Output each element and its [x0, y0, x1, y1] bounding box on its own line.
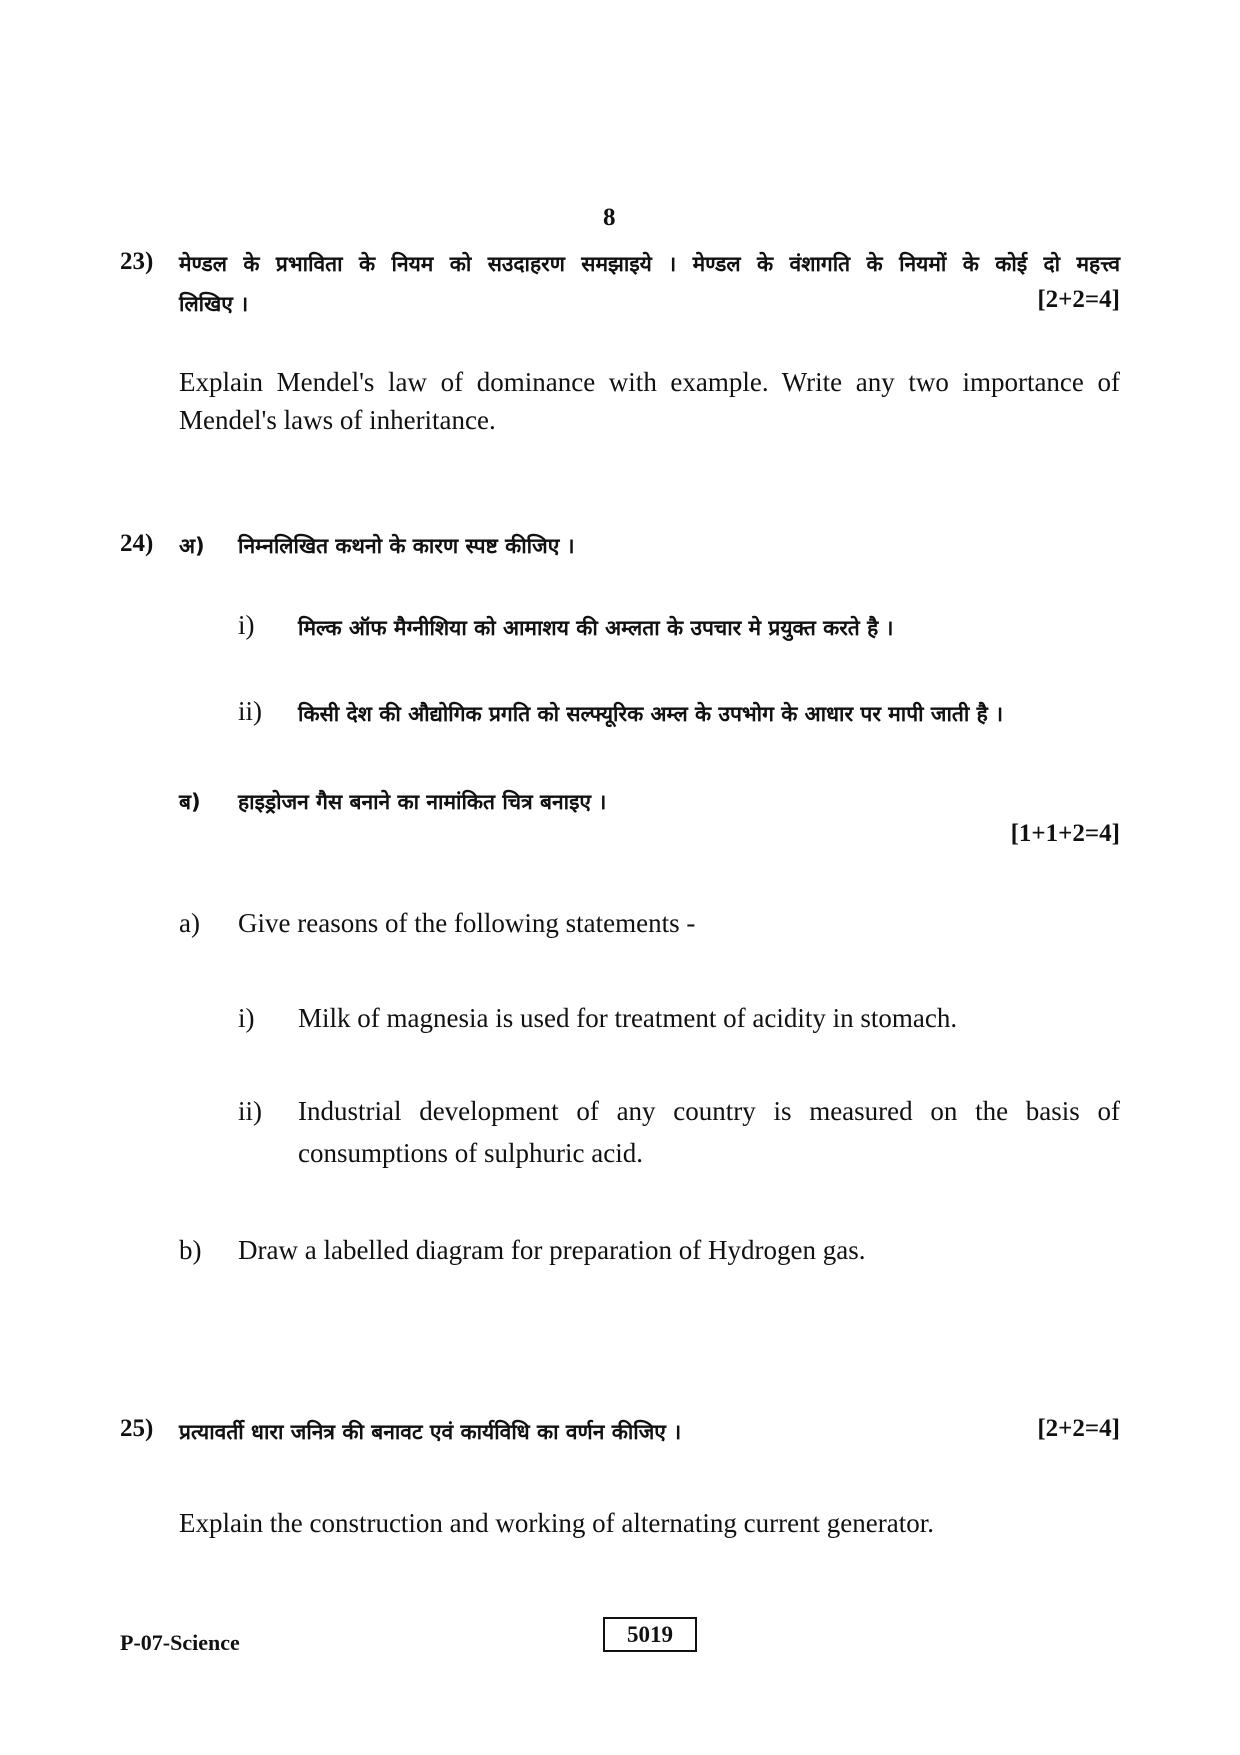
paper-number-box: 5019 — [603, 1617, 697, 1652]
question-23-english-line1: Explain Mendel's law of dominance with example. Write any two importance of — [179, 367, 1120, 397]
question-24-part-a-text-hindi: निम्नलिखित कथनो के कारण स्पष्ट कीजिए । — [238, 534, 575, 558]
question-24-part-b-label-english: b) — [179, 1235, 202, 1265]
question-25-number: 25) — [120, 1415, 154, 1442]
question-24-sub-i-english: Milk of magnesia is used for treatment of acidity in stomach. — [298, 1003, 958, 1033]
question-24-part-b-label-hindi: ब) — [179, 790, 201, 814]
question-24-part-b-text-hindi: हाइड्रोजन गैस बनाने का नामांकित चित्र बनाइए । — [238, 790, 607, 814]
question-23-hindi-line2: लिखिए । — [179, 292, 249, 316]
question-24-sub-ii-english-line2: consumptions of sulphuric acid. — [298, 1138, 643, 1168]
question-24-part-a-label-english: a) — [179, 908, 200, 938]
question-24-sub-ii-label-english: ii) — [238, 1096, 262, 1126]
question-24-sub-i-label-hindi: i) — [238, 610, 255, 640]
question-24-number: 24) — [120, 530, 154, 557]
question-24-sub-ii-label-hindi: ii) — [238, 696, 262, 726]
question-24-sub-ii-english-line1: Industrial development of any country is measured on the basis of — [298, 1096, 1120, 1126]
question-25-english: Explain the construction and working of alternating current generator. — [179, 1508, 934, 1538]
paper-code: P-07-Science — [120, 1630, 240, 1655]
question-25-hindi: प्रत्यावर्ती धारा जनित्र की बनावट एवं कार्यविधि का वर्णन कीजिए । — [179, 1420, 682, 1444]
question-24-part-b-text-english: Draw a labelled diagram for preparation of Hydrogen gas. — [238, 1235, 866, 1265]
question-24-part-a-text-english: Give reasons of the following statements - — [238, 908, 696, 938]
page-number: 8 — [603, 204, 616, 231]
question-24-marks: [1+1+2=4] — [1010, 820, 1120, 847]
question-23-marks: [2+2=4] — [1037, 286, 1120, 313]
question-24-sub-i-hindi: मिल्क ऑफ मैग्नीशिया को आमाशय की अम्लता के उपचार मे प्रयुक्त करते है । — [298, 616, 894, 640]
question-24-sub-i-label-english: i) — [238, 1003, 255, 1033]
question-23-hindi-line1: मेण्डल के प्रभाविता के नियम को सउदाहरण समझाइये । मेण्डल के वंशागति के नियमों के कोई दो महत्त्व — [179, 252, 1120, 276]
question-24-part-a-label-hindi: अ) — [179, 534, 205, 558]
question-24-sub-ii-hindi: किसी देश की औद्योगिक प्रगति को सल्फ्यूरिक अम्ल के उपभोग के आधार पर मापी जाती है । — [298, 702, 1004, 726]
question-25-marks: [2+2=4] — [1037, 1415, 1120, 1442]
question-23-number: 23) — [120, 248, 154, 275]
question-23-english-line2: Mendel's laws of inheritance. — [179, 405, 496, 435]
